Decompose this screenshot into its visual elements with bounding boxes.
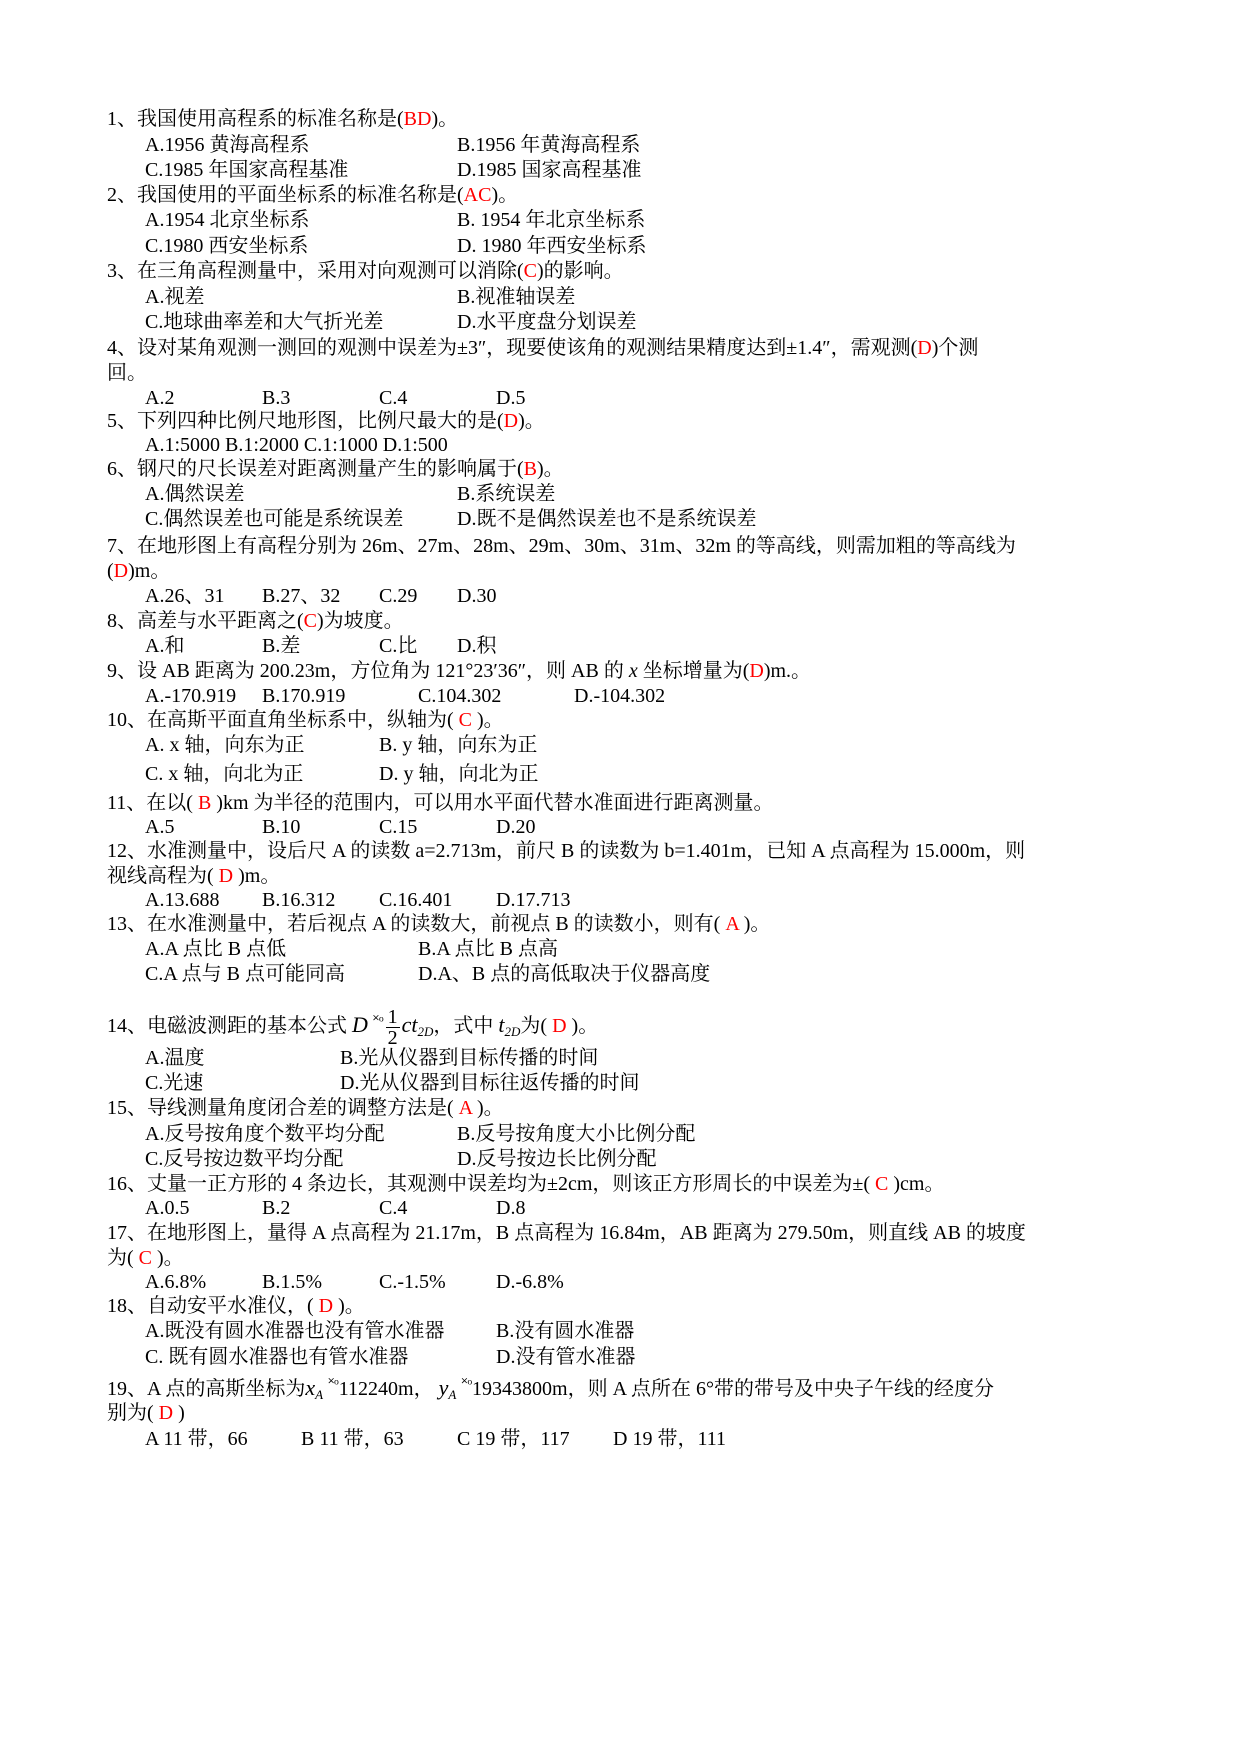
question-15 [107, 1095, 504, 1121]
question-number: 2 [107, 184, 117, 206]
option-c: C.29 [379, 585, 418, 607]
question-text: 、设 AB 距离为 200.23m，方位角为 121°23′36″，则 AB 的 [117, 660, 624, 682]
option-a: A.温度 [145, 1047, 205, 1069]
question-3 [107, 258, 624, 284]
option-a: A.偶然误差 [145, 483, 245, 505]
option-a: A.既没有圆水准器也没有管水准器 [145, 1320, 445, 1342]
question-text: ，式中 [433, 1015, 494, 1037]
option-b: B.没有圆水准器 [496, 1320, 635, 1342]
question-text-end: )。 [537, 458, 564, 480]
option-b: B.170.919 [262, 685, 346, 707]
option-d: D.30 [457, 585, 497, 607]
option-a: A 11 带，66 [145, 1428, 248, 1450]
question-text: 、钢尺的尺长误差对距离测量产生的影响属于( [117, 458, 524, 480]
question-number: 11 [107, 792, 127, 814]
answer: C [303, 610, 318, 632]
option-d: D.5 [496, 387, 526, 409]
answer: D [547, 1015, 572, 1037]
question-text: 视线高程为( [107, 865, 214, 887]
question-text-end: )。 [518, 410, 545, 432]
question-text: 、在三角高程测量中，采用对向观测可以消除( [117, 260, 524, 282]
option-c: C.4 [379, 1197, 408, 1219]
option-b: B. y 轴，向东为正 [379, 734, 538, 756]
answer: C [453, 709, 478, 731]
option-c: C.地球曲率差和大气折光差 [145, 311, 384, 333]
question-text: 、我国使用高程系的标准名称是( [117, 108, 404, 130]
question-text: 、在高斯平面直角坐标系中，纵轴为( [127, 709, 454, 731]
y-variable: y [438, 1375, 449, 1400]
question-number: 5 [107, 410, 117, 432]
option-c: C.偶然误差也可能是系统误差 [145, 508, 404, 530]
question-text-end: )的影响。 [537, 260, 624, 282]
option-d: D.17.713 [496, 889, 571, 911]
option-b: B.光从仪器到目标传播的时间 [340, 1047, 599, 1069]
distance-variable: D [352, 1012, 368, 1037]
question-11 [107, 790, 774, 816]
question-2 [107, 182, 518, 208]
question-text: 、下列四种比例尺地形图，比例尺最大的是( [117, 410, 504, 432]
answer: D [917, 337, 932, 359]
option-a: A.5 [145, 816, 175, 838]
question-13 [107, 911, 770, 937]
question-number: 12 [107, 840, 127, 862]
ct-subscript: 2D [417, 1024, 434, 1039]
question-17 [107, 1220, 1026, 1246]
option-b: B. 1954 年北京坐标系 [457, 209, 646, 231]
option-d: D.-6.8% [496, 1271, 564, 1293]
option-c: C.反号按边数平均分配 [145, 1148, 344, 1170]
question-text-end: )。 [338, 1295, 365, 1317]
x-variable: x [628, 660, 638, 682]
option-b: B.1.5% [262, 1271, 322, 1293]
question-text: ( [107, 560, 114, 582]
question-text-end: )。 [477, 1097, 504, 1119]
option-a: A.6.8% [145, 1271, 207, 1293]
answer: AC [463, 184, 492, 206]
answer: C [133, 1247, 158, 1269]
question-number: 18 [107, 1295, 127, 1317]
option-d: D.1985 国家高程基准 [457, 159, 642, 181]
answer: BD [403, 108, 432, 130]
option-c: C.1980 西安坐标系 [145, 235, 309, 257]
equals-symbol: ˟ᵒ [372, 1013, 384, 1030]
option-d: D.光从仪器到目标往返传播的时间 [340, 1072, 640, 1094]
fraction-one-half [386, 1007, 400, 1048]
question-text-end: )。 [477, 709, 504, 731]
x-value: 112240m， [338, 1378, 434, 1400]
equals-symbol: ˟ᵒ [461, 1376, 473, 1393]
option-a: A.1954 北京坐标系 [145, 209, 310, 231]
option-b: B.16.312 [262, 889, 336, 911]
question-number: 10 [107, 709, 127, 731]
question-text: 、高差与水平距离之( [117, 610, 304, 632]
question-number: 16 [107, 1173, 127, 1195]
option-a: A.视差 [145, 286, 205, 308]
question-6 [107, 456, 564, 482]
option-d: D.既不是偶然误差也不是系统误差 [457, 508, 757, 530]
ct-term: ct [401, 1012, 418, 1037]
question-text-end: )。 [743, 913, 771, 935]
t-variable: t [498, 1012, 505, 1037]
question-17-continued [107, 1245, 184, 1271]
answer: D [153, 1402, 179, 1424]
option-c: C.4 [379, 387, 408, 409]
equals-symbol: ˟ᵒ [328, 1376, 339, 1393]
question-text-end: )为坡度。 [317, 610, 404, 632]
question-text: 、导线测量角度闭合差的调整方法是( [127, 1097, 454, 1119]
option-c: C.15 [379, 816, 418, 838]
fraction-denominator: 2 [387, 1026, 398, 1049]
option-d: D. y 轴，向北为正 [379, 763, 539, 785]
option-b: B.27、32 [262, 585, 341, 607]
option-d: D.20 [496, 816, 536, 838]
question-5 [107, 408, 545, 434]
question-text: 、我国使用的平面坐标系的标准名称是( [117, 184, 464, 206]
question-text: 、设对某角观测一测回的观测中误差为±3″，现要使该角的观测结果精度达到±1.4″，需观测( [117, 337, 918, 359]
question-16 [107, 1171, 944, 1197]
question-number: 6 [107, 458, 117, 480]
option-d: D. 1980 年西安坐标系 [457, 235, 647, 257]
answer: D [213, 865, 239, 887]
option-a: A.1956 黄海高程系 [145, 134, 310, 156]
question-number: 7 [107, 535, 117, 557]
option-a: A.0.5 [145, 1197, 190, 1219]
question-number: 15 [107, 1097, 127, 1119]
question-text-end: )m.。 [763, 660, 812, 682]
y-subscript: A [448, 1387, 457, 1402]
question-text: 、在地形图上，量得 A 点高程为 21.17m，B 点高程为 16.84m，AB 距离为 279.50m，则直线 AB 的坡度 [127, 1222, 1026, 1244]
question-9 [107, 658, 811, 684]
question-number: 1 [107, 108, 117, 130]
option-a: A.-170.919 [145, 685, 237, 707]
y-value-text: 19343800m，则 A 点所在 6°带的带号及中央子午线的经度分 [472, 1378, 994, 1400]
question-19 [107, 1372, 994, 1408]
option-b: B.3 [262, 387, 291, 409]
option-c: C 19 带，117 [457, 1428, 570, 1450]
x-subscript: A [315, 1387, 324, 1402]
option-a: A.反号按角度个数平均分配 [145, 1123, 385, 1145]
option-b: B.视准轴误差 [457, 286, 576, 308]
option-c: C.-1.5% [379, 1271, 446, 1293]
question-text: 为( [107, 1247, 134, 1269]
answer: D [503, 410, 519, 432]
question-text-continued: 回。 [107, 362, 147, 384]
question-text-end: )。 [157, 1247, 184, 1269]
question-number: 4 [107, 337, 117, 359]
answer: A [453, 1097, 478, 1119]
option-d: D.-104.302 [574, 685, 666, 707]
option-c: C.比 [379, 635, 418, 657]
question-number: 8 [107, 610, 117, 632]
option-c: C.光速 [145, 1072, 204, 1094]
option-c: C.104.302 [418, 685, 502, 707]
option-c: C.A 点与 B 点可能同高 [145, 963, 346, 985]
question-text: 、水准测量中，设后尺 A 的读数 a=2.713m，前尺 B 的读数为 b=1.401m，已知 A 点高程为 15.000m，则 [127, 840, 1026, 862]
option-c: C.16.401 [379, 889, 453, 911]
option-b: B.1956 年黄海高程系 [457, 134, 641, 156]
question-text: 、自动安平水准仪，( [127, 1295, 314, 1317]
question-number: 17 [107, 1222, 127, 1244]
option-a: A.2 [145, 387, 175, 409]
question-text: 坐标增量为( [642, 660, 750, 682]
question-text-end: )。 [571, 1015, 599, 1037]
question-10 [107, 707, 504, 733]
option-b: B.2 [262, 1197, 291, 1219]
question-1 [107, 106, 458, 132]
question-text: 、电磁波测距的基本公式 [127, 1015, 347, 1037]
question-text-end: )。 [491, 184, 519, 206]
option-b: B.反号按角度大小比例分配 [457, 1123, 696, 1145]
options-line: A.1:5000 B.1:2000 C.1:1000 D.1:500 [145, 434, 448, 456]
option-d: D 19 带，111 [613, 1428, 726, 1450]
option-b: B.系统误差 [457, 483, 556, 505]
question-text: 、A 点的高斯坐标为 [127, 1378, 306, 1400]
question-number: 14 [107, 1015, 127, 1037]
option-d: D.A、B 点的高低取决于仪器高度 [418, 963, 711, 985]
option-a: A. x 轴，向东为正 [145, 734, 305, 756]
option-c: C. x 轴，向北为正 [145, 763, 304, 785]
question-text-end: ) [178, 1402, 185, 1424]
option-d: D.水平度盘分划误差 [457, 311, 637, 333]
option-b: B 11 带，63 [301, 1428, 404, 1450]
option-d: D.没有管水准器 [496, 1346, 636, 1368]
question-number: 3 [107, 260, 117, 282]
question-text: 、丈量一正方形的 4 条边长，其观测中误差均为±2cm，则该正方形周长的中误差为±( [127, 1173, 871, 1195]
answer: D [113, 560, 129, 582]
option-d: D.反号按边长比例分配 [457, 1148, 657, 1170]
option-b: B.A 点比 B 点高 [418, 938, 559, 960]
question-text: 、在地形图上有高程分别为 26m、27m、28m、29m、30m、31m、32m 的等高线，则需加粗的等高线为 [117, 535, 1016, 557]
answer: B [192, 792, 217, 814]
option-b: B.差 [262, 635, 301, 657]
t-subscript: 2D [504, 1024, 521, 1039]
question-text: 别为( [107, 1402, 154, 1424]
answer: A [720, 913, 744, 935]
answer: D [749, 660, 764, 682]
question-text-end: )cm。 [893, 1173, 945, 1195]
answer: B [523, 458, 538, 480]
option-a: A.A 点比 B 点低 [145, 938, 287, 960]
question-7-continued [107, 558, 170, 584]
question-text-end: )km 为半径的范围内，可以用水平面代替水准面进行距离测量。 [216, 792, 774, 814]
option-c: C. 既有圆水准器也有管水准器 [145, 1346, 409, 1368]
question-number: 19 [107, 1378, 127, 1400]
question-18 [107, 1293, 365, 1319]
fraction-numerator: 1 [387, 1005, 398, 1028]
question-19-continued [107, 1400, 185, 1426]
question-text: 、在水准测量中，若后视点 A 的读数大，前视点 B 的读数小，则有( [127, 913, 721, 935]
question-12-continued [107, 863, 280, 889]
option-a: A.13.688 [145, 889, 220, 911]
question-12 [107, 838, 1025, 864]
option-b: B.10 [262, 816, 301, 838]
option-a: A.和 [145, 635, 185, 657]
answer: D [313, 1295, 339, 1317]
question-text-end: )m。 [238, 865, 281, 887]
answer: C [523, 260, 538, 282]
question-text: 为( [520, 1015, 548, 1037]
option-d: D.积 [457, 635, 497, 657]
question-8 [107, 608, 404, 634]
option-d: D.8 [496, 1197, 526, 1219]
question-number: 9 [107, 660, 117, 682]
question-text-end: )m。 [128, 560, 171, 582]
option-a: A.26、31 [145, 585, 225, 607]
option-c: C.1985 年国家高程基准 [145, 159, 349, 181]
answer: C [870, 1173, 894, 1195]
question-7 [107, 533, 1016, 559]
question-text-end: )。 [431, 108, 459, 130]
question-text: 、在以( [126, 792, 193, 814]
x-variable: x [305, 1375, 316, 1400]
question-text-end: )个测 [931, 337, 979, 359]
question-4 [107, 335, 978, 361]
question-number: 13 [107, 913, 127, 935]
